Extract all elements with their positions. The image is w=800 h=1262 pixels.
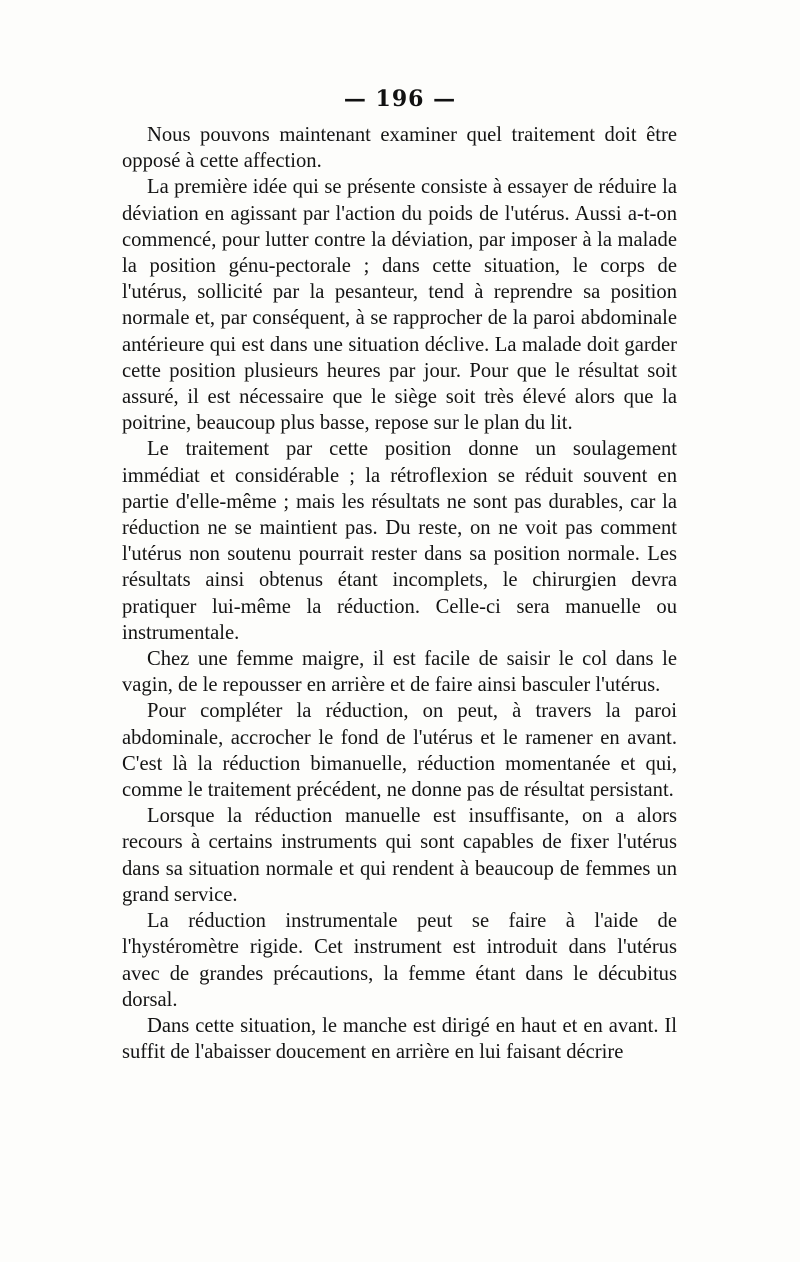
body-text <box>122 122 677 1065</box>
paragraph: Nous pouvons maintenant examiner quel traitement doit être opposé à cette affection. <box>122 124 677 173</box>
paragraph: La première idée qui se présente consiste à essayer de réduire la déviation en agissant par l'action du poids de l'utérus. Aussi a-t-on commencé, pour lutter contre la déviation, par imposer à la malade la position génu-pectorale ; dans cette situation, le corps de l'utérus, sollicité par la pesanteur, tend à reprendre sa position normale et, par conséquent, à se rapprocher de la paroi abdominale antérieure qui est dans une situation déclive. La malade doit garder cette position plusieurs heures par jour. Pour que le résultat soit assuré, il est nécessaire que le siège soit très élevé alors que la poitrine, beaucoup plus basse, repose sur le plan du lit. <box>122 176 677 435</box>
paragraph: La réduction instrumentale peut se faire à l'aide de l'hystéromètre rigide. Cet instrument est introduit dans l'utérus avec de grandes précautions, la femme étant dans le décubitus dorsal. <box>122 910 677 1011</box>
page-number: — 196 — <box>343 86 457 112</box>
paragraph: Chez une femme maigre, il est facile de saisir le col dans le vagin, de le repousser en arrière et de faire ainsi basculer l'utérus. <box>122 648 677 697</box>
paragraph: Le traitement par cette position donne un soulagement immédiat et considérable ; la rétroflexion se réduit souvent en partie d'elle-même ; mais les résultats ne sont pas durables, car la réduction ne se maintient pas. Du reste, on ne voit pas comment l'utérus non soutenu pourrait rester dans sa position normale. Les résultats ainsi obtenus étant incomplets, le chirurgien devra pratiquer lui-même la réduction. Celle-ci sera manuelle ou instrumentale. <box>122 438 677 644</box>
paragraph: Dans cette situation, le manche est dirigé en haut et en avant. Il suffit de l'abaisser doucement en arrière en lui faisant décrire <box>122 1014 677 1064</box>
paragraph: Lorsque la réduction manuelle est insuffisante, on a alors recours à certains instruments qui sont capables de fixer l'utérus dans sa situation normale et qui rendent à beaucoup de femmes un grand service. <box>122 805 677 906</box>
paragraph: Pour compléter la réduction, on peut, à travers la paroi abdominale, accrocher le fond de l'utérus et le ramener en avant. C'est là la réduction bimanuelle, réduction momentanée et qui, comme le traitement précédent, ne donne pas de résultat persistant. <box>122 700 677 802</box>
